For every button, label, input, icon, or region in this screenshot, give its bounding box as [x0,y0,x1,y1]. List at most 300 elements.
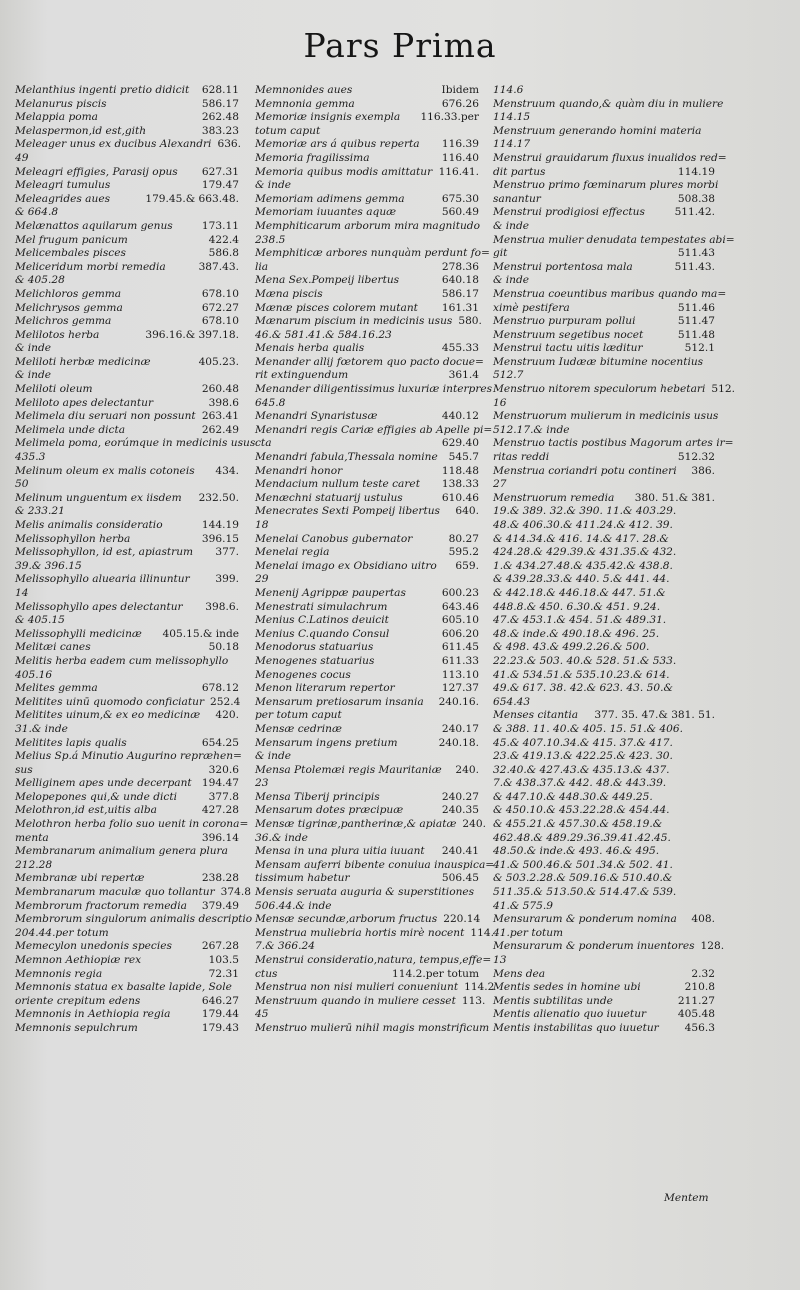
index-entry [493,329,715,343]
entry-term: Menstruorum mulierum in medicinis usus [493,410,719,423]
index-entry [255,247,490,261]
entry-term: 47.& 453.1.& 454. 51.& 489.31. [493,614,667,627]
entry-term: Melites gemma [15,682,98,695]
entry-term: Mensa Tiberij principis [255,790,380,803]
index-entry [255,546,479,560]
index-entry [255,342,479,356]
entry-term: Menstruum segetibus nocet [493,328,644,341]
entry-reference: 511.43 [677,247,715,260]
entry-term: Menelai imago ex Obsidiano uitro [255,559,437,572]
index-entry [255,913,479,927]
entry-term: 41.per totum [493,926,564,939]
entry-reference: 586.17 [201,97,239,110]
entry-term: 23 [255,777,269,790]
index-entry [493,995,715,1009]
index-entry [15,764,239,778]
entry-term: 48.& inde.& 490.18.& 496. 25. [493,627,660,640]
entry-reference: 179.47 [201,179,239,192]
index-entry [255,791,479,805]
entry-term: Meleagrides aues [15,192,111,205]
entry-term: Meliloti herbæ medicinæ [15,355,151,368]
entry-reference: 379.49 [201,899,239,912]
index-entry [255,261,479,275]
entry-term: Memoriam adimens gemma [255,192,405,205]
entry-term: 32.40.& 427.43.& 435.13.& 437. [493,763,670,776]
entry-reference: 114.2.per totum [392,967,479,980]
entry-reference: 374.8 [220,886,251,899]
index-entry [15,872,239,886]
entry-term: 238.5 [255,233,286,246]
index-entry [255,179,479,193]
entry-reference: 220.14 [443,913,481,926]
entry-reference: 127.37 [441,682,479,695]
index-column-2 [255,84,495,1036]
index-entry [15,125,239,139]
entry-term: 645.8 [255,396,286,409]
entry-term: Mens dea [493,967,546,980]
entry-reference: 512.32 [677,451,715,464]
entry-term: & inde [493,219,530,232]
index-entry [255,274,479,288]
entry-term: 435.3 [15,451,46,464]
index-entry [493,913,715,927]
index-entry [15,601,239,615]
entry-term: 29 [255,573,269,586]
index-entry [255,234,479,248]
entry-reference: 422.4 [208,233,239,246]
index-entry [15,111,239,125]
entry-term: 1.& 434.27.48.& 435.42.& 438.8. [493,559,673,572]
entry-term: & inde [255,750,292,763]
entry-term: 7.& 366.24 [255,940,315,953]
index-entry [15,206,239,220]
entry-term: 41.& 534.51.& 535.10.23.& 614. [493,668,670,681]
entry-reference: 179.43 [201,1021,239,1034]
index-entry [493,832,715,846]
entry-term: Mensæ tigrinæ,pantherinæ,& apiatæ [255,818,457,831]
entry-term: totum caput [255,124,321,137]
entry-term: 462.48.& 489.29.36.39.41.42.45. [493,831,671,844]
index-entry [15,1022,239,1036]
entry-term: Menon literarum repertor [255,682,395,695]
index-entry [255,628,479,642]
catchword: Mentem [664,1192,709,1204]
entry-term: Melænattos aquilarum genus [15,219,173,232]
entry-term: 49.& 617. 38. 42.& 623. 43. 50.& [493,682,673,695]
entry-term: 23.& 419.13.& 422.25.& 423. 30. [493,750,673,763]
entry-reference: 434. [215,464,239,477]
entry-term: Memnonis statua ex basalte lapide, Sole [15,981,232,994]
index-entry [15,410,239,424]
index-entry [15,669,239,683]
index-entry [255,655,479,669]
entry-term: Menæchni statuarij ustulus [255,491,403,504]
entry-term: & 442.18.& 446.18.& 447. 51.& [493,586,666,599]
index-entry [255,926,494,941]
entry-term: Melius Sp.á Minutio Augurino repræhen= [15,750,242,763]
index-entry [255,355,484,370]
entry-term: Melissophyllo apes delectantur [15,600,183,613]
index-entry [493,138,715,152]
entry-reference: 605.10 [441,614,479,627]
entry-term: 39.& 396.15 [15,559,82,572]
entry-term: Menius C.quando Consul [255,627,390,640]
entry-reference: 267.28 [201,940,239,953]
entry-term: Memoriæ ars á quibus reperta [255,138,420,151]
entry-term: 448.8.& 450. 6.30.& 451. 9.24. [493,600,661,613]
entry-reference: 678.10 [201,287,239,300]
entry-reference: 116.41. [438,165,479,178]
entry-term: 48.& 406.30.& 411.24.& 412. 39. [493,519,673,531]
entry-term: per totum caput [255,709,342,722]
entry-reference: 440.12 [441,410,479,423]
index-entry [493,709,715,723]
entry-reference: 240.17 [441,722,479,735]
index-entry [493,1008,715,1022]
entry-term: cta [255,437,272,450]
entry-reference: 405.15.& inde [162,627,239,640]
index-entry [15,234,239,248]
index-entry [255,288,479,302]
index-entry [493,274,715,288]
index-entry [493,111,715,125]
index-entry [493,601,715,615]
entry-reference: 545.7 [448,451,479,464]
index-entry [15,900,239,914]
entry-reference: 676.26 [441,97,479,110]
entry-term: & 455.21.& 457.30.& 458.19.& [493,818,663,831]
entry-term: Menstrui grauidarum fluxus inualidos red= [493,151,727,164]
index-entry [15,247,239,261]
entry-term: Mensæ secundæ,arborum fructus [255,913,438,926]
entry-term: 36.& inde [255,831,308,844]
index-entry [15,193,239,207]
entry-reference: 398.6. [205,600,239,613]
index-entry [255,587,479,601]
index-entry [15,152,239,166]
entry-reference: 455.33 [441,342,479,355]
index-entry [255,818,487,832]
index-entry [15,832,239,846]
entry-term: Melopepones qui,& unde dicti [15,790,177,803]
entry-reference: 103.5 [208,954,239,966]
index-column-1 [15,84,256,1036]
entry-term: Melliginem apes unde decerpant [15,777,192,790]
index-entry [255,302,479,316]
index-entry [493,791,715,805]
index-entry [255,709,479,723]
entry-term: Meliceridum morbi remedia [15,260,166,273]
entry-reference: 646.27 [201,994,239,1007]
index-entry [255,1021,490,1036]
entry-term: 19.& 389. 32.& 390. 11.& 403.29. [493,505,677,518]
entry-term: Menstruorum remedia [493,491,615,504]
entry-reference: 611.33 [441,654,479,667]
index-entry [15,560,239,574]
index-entry [255,492,479,506]
entry-term: Memnonis in Aethiopia regia [15,1008,171,1021]
entry-term: Menelai regia [255,546,330,559]
entry-reference: 640. [455,505,479,518]
entry-term: Menestrati simulachrum [255,600,388,613]
entry-reference: 586.8 [208,247,239,260]
entry-reference: 627.31 [201,165,239,178]
entry-term: 512.17.& inde [493,423,570,436]
entry-reference: 511.48 [677,328,715,341]
entry-reference: 512.1 [684,342,715,355]
entry-reference: 643.46 [441,600,479,613]
index-entry [255,641,479,655]
entry-reference: 408. [691,913,715,926]
index-entry [15,682,239,696]
entry-term: Melitæi canes [15,641,91,654]
index-entry [255,669,479,683]
entry-reference: 116.40 [441,151,479,164]
entry-term: Mensurarum & ponderum inuentores [493,940,695,953]
entry-term: Menogenes cocus [255,668,351,681]
index-entry [15,655,239,669]
entry-reference: 636. [217,138,242,151]
entry-term: Melothron,id est,uitis alba [15,804,157,817]
entry-reference: 383.23 [201,124,239,137]
index-entry [493,981,715,995]
index-entry [15,451,239,465]
entry-term: Melichrysos gemma [15,301,123,314]
index-entry [255,845,479,859]
index-entry [15,954,239,968]
index-entry [15,886,251,900]
entry-reference: 116.39 [441,138,479,151]
entry-term: 13 [493,954,507,966]
entry-term: Mensis seruata auguria & superstitiones [255,886,475,899]
entry-reference: 512. [711,383,735,396]
entry-term: Mensa in una plura uitia iuuant [255,845,425,858]
entry-term: & 405.28 [15,274,65,287]
entry-term: Memoriam iuuantes aquæ [255,206,397,219]
entry-reference: 138.33 [441,478,479,491]
entry-term: Mensa Ptolemæi regis Mauritaniæ [255,763,442,776]
entry-term: & 233.21 [15,505,65,518]
entry-reference: 377.8 [208,790,239,803]
entry-reference: 161.31 [441,301,479,314]
entry-term: Mensæ cedrinæ [255,722,342,735]
index-entry [255,397,479,411]
index-entry [493,465,715,479]
index-entry [493,533,715,547]
index-entry [15,737,239,751]
index-entry [255,206,479,220]
index-entry [493,927,715,941]
index-entry [15,573,239,587]
entry-term: 18 [255,519,269,531]
index-entry [255,138,479,152]
entry-term: & 414.34.& 416. 14.& 417. 28.& [493,532,669,545]
index-entry [493,723,715,737]
entry-term: & 498. 43.& 499.2.26.& 500. [493,641,650,654]
index-entry [255,465,479,479]
index-entry [15,383,239,397]
entry-term: Meliloto apes delectantur [15,396,154,409]
index-entry [15,397,239,411]
entry-term: Melaspermon,id est,gith [15,124,147,137]
entry-reference: 675.30 [441,192,479,205]
index-entry [255,886,479,900]
entry-term: Melappia poma [15,111,98,124]
entry-reference: 173.11 [201,219,239,232]
index-entry [493,437,734,451]
entry-term: Membranarum animalium genera plura [15,845,228,858]
entry-term: Menogenes statuarius [255,654,375,667]
entry-term: Memnonia gemma [255,97,355,110]
index-entry [493,342,715,356]
entry-term: Melis animalis consideratio [15,519,163,531]
entry-term: & 405.15 [15,614,65,627]
index-entry [493,478,715,492]
index-entry [255,451,479,465]
index-entry [493,383,735,397]
entry-term: git [493,247,508,260]
entry-reference: 80.27 [448,532,479,545]
index-entry [15,723,239,737]
entry-term: Menstruo purpuram pollui [493,315,636,328]
entry-reference: 240.27 [441,790,479,803]
entry-term: Menstruum generando homini materia [493,124,702,137]
entry-term: Membranæ ubi repertæ [15,872,145,885]
entry-term: 48.50.& inde.& 493. 46.& 495. [493,845,660,858]
index-entry [15,98,239,112]
index-entry [493,424,715,438]
entry-reference: 610.46 [441,491,479,504]
index-entry [255,193,479,207]
entry-term: Menstruo nitorem speculorum hebetari [493,383,706,396]
entry-term: Melitis herba eadem cum melissophyllo [15,654,229,667]
entry-term: Menstrui consideratio,natura, tempus,effe= [255,954,492,966]
entry-reference: 260.48 [201,383,239,396]
index-entry [15,424,239,438]
entry-term: Melitites uinum,& ex eo medicinæ [15,709,201,722]
index-entry [255,723,479,737]
entry-reference: 678.10 [201,315,239,328]
index-entry [493,940,725,954]
entry-term: & 447.10.& 448.30.& 449.25. [493,790,653,803]
entry-reference: 396.14 [201,831,239,844]
index-entry [255,519,479,533]
entry-term: sanantur [493,192,541,205]
entry-term: 511.35.& 513.50.& 514.47.& 539. [493,886,677,899]
index-entry [493,641,715,655]
index-entry [255,560,479,574]
index-entry [15,342,239,356]
index-entry [15,261,239,275]
entry-reference: 262.49 [201,423,239,436]
entry-term: Mensarum dotes præcipuæ [255,804,404,817]
index-entry [493,492,715,506]
entry-term: Menses citantia [493,709,579,722]
entry-reference: 405.48 [677,1008,715,1021]
index-entry [255,994,486,1009]
entry-term: Menander allij fœtorem quo pacto docue= [255,355,484,368]
entry-reference: 386. [691,464,715,477]
entry-term: 14 [15,586,29,599]
entry-term: Memnonis sepulchrum [15,1021,138,1034]
index-entry [255,968,479,982]
entry-reference: 114. [470,926,494,939]
entry-term: Menstruum quando in muliere cesset [255,994,456,1007]
index-entry [15,84,239,98]
entry-reference: 398.6 [208,396,239,409]
entry-reference: 511.43. [674,260,715,273]
entry-term: Memoria fragilissima [255,151,370,164]
entry-term: Melissophyllo aluearia illinuntur [15,573,190,586]
index-entry [493,233,735,248]
entry-term: & 503.2.28.& 509.16.& 510.40.& [493,872,673,885]
entry-term: 405.16 [15,668,53,681]
entry-term: Mensurarum & ponderum nomina [493,913,677,926]
entry-term: & inde [15,342,52,355]
index-entry [493,505,715,519]
index-entry [493,682,715,696]
entry-term: Menandri regis Cariæ effigies ab Apelle pi= [255,423,493,436]
entry-reference: 2.32 [691,967,715,980]
entry-reference: 320.6 [208,763,239,776]
entry-term: Melinum unguentum ex iisdem [15,491,182,504]
entry-reference: 508.38 [677,192,715,205]
entry-term: Mænarum piscium in medicinis usus [255,315,453,328]
index-entry [493,220,715,234]
entry-term: Menander diligentissimus luxuriæ interpres [255,383,493,396]
index-entry [493,397,715,411]
entry-reference: 628.11 [201,84,239,96]
index-entry [255,220,479,234]
index-entry [15,940,239,954]
index-entry [255,111,479,125]
index-entry [255,383,493,397]
entry-term: Melanthius ingenti pretio didicit [15,84,190,96]
entry-term: Menstruum Iudææ bitumine nocentius [493,355,704,368]
entry-reference: 50.18 [208,641,239,654]
index-entry [15,492,239,506]
entry-term: & inde [15,369,52,382]
index-entry [493,369,715,383]
entry-reference: 506.45 [441,872,479,885]
entry-term: Mensarum ingens pretium [255,736,398,749]
index-entry [15,166,239,180]
entry-reference: 194.47 [201,777,239,790]
index-entry [255,872,479,886]
entry-term: oriente crepitum edens [15,994,141,1007]
entry-term: 204.44.per totum [15,926,109,939]
entry-term: Mensam auferri bibente conuiua inauspica= [255,858,495,871]
index-entry [255,750,479,764]
index-entry [493,886,715,900]
entry-term: ximè pestifera [493,301,570,314]
index-entry [15,302,239,316]
entry-term: 114.6 [493,84,524,96]
entry-term: Memphiticæ arbores nunquàm perdunt fo= [255,247,490,260]
entry-reference: 595.2 [448,546,479,559]
entry-reference: 396.15 [201,532,239,545]
entry-term: Membrorum fractorum remedia [15,899,187,912]
entry-reference: 640.18 [441,274,479,287]
entry-term: Melichros gemma [15,315,112,328]
page-heading: Pars Prima [303,26,497,65]
index-entry [493,560,715,574]
index-entry [15,505,239,519]
index-entry [15,777,239,791]
entry-reference: 606.20 [441,627,479,640]
entry-term: & 388. 11. 40.& 405. 15. 51.& 406. [493,722,684,735]
entry-term: 41.& 575.9 [493,899,553,912]
